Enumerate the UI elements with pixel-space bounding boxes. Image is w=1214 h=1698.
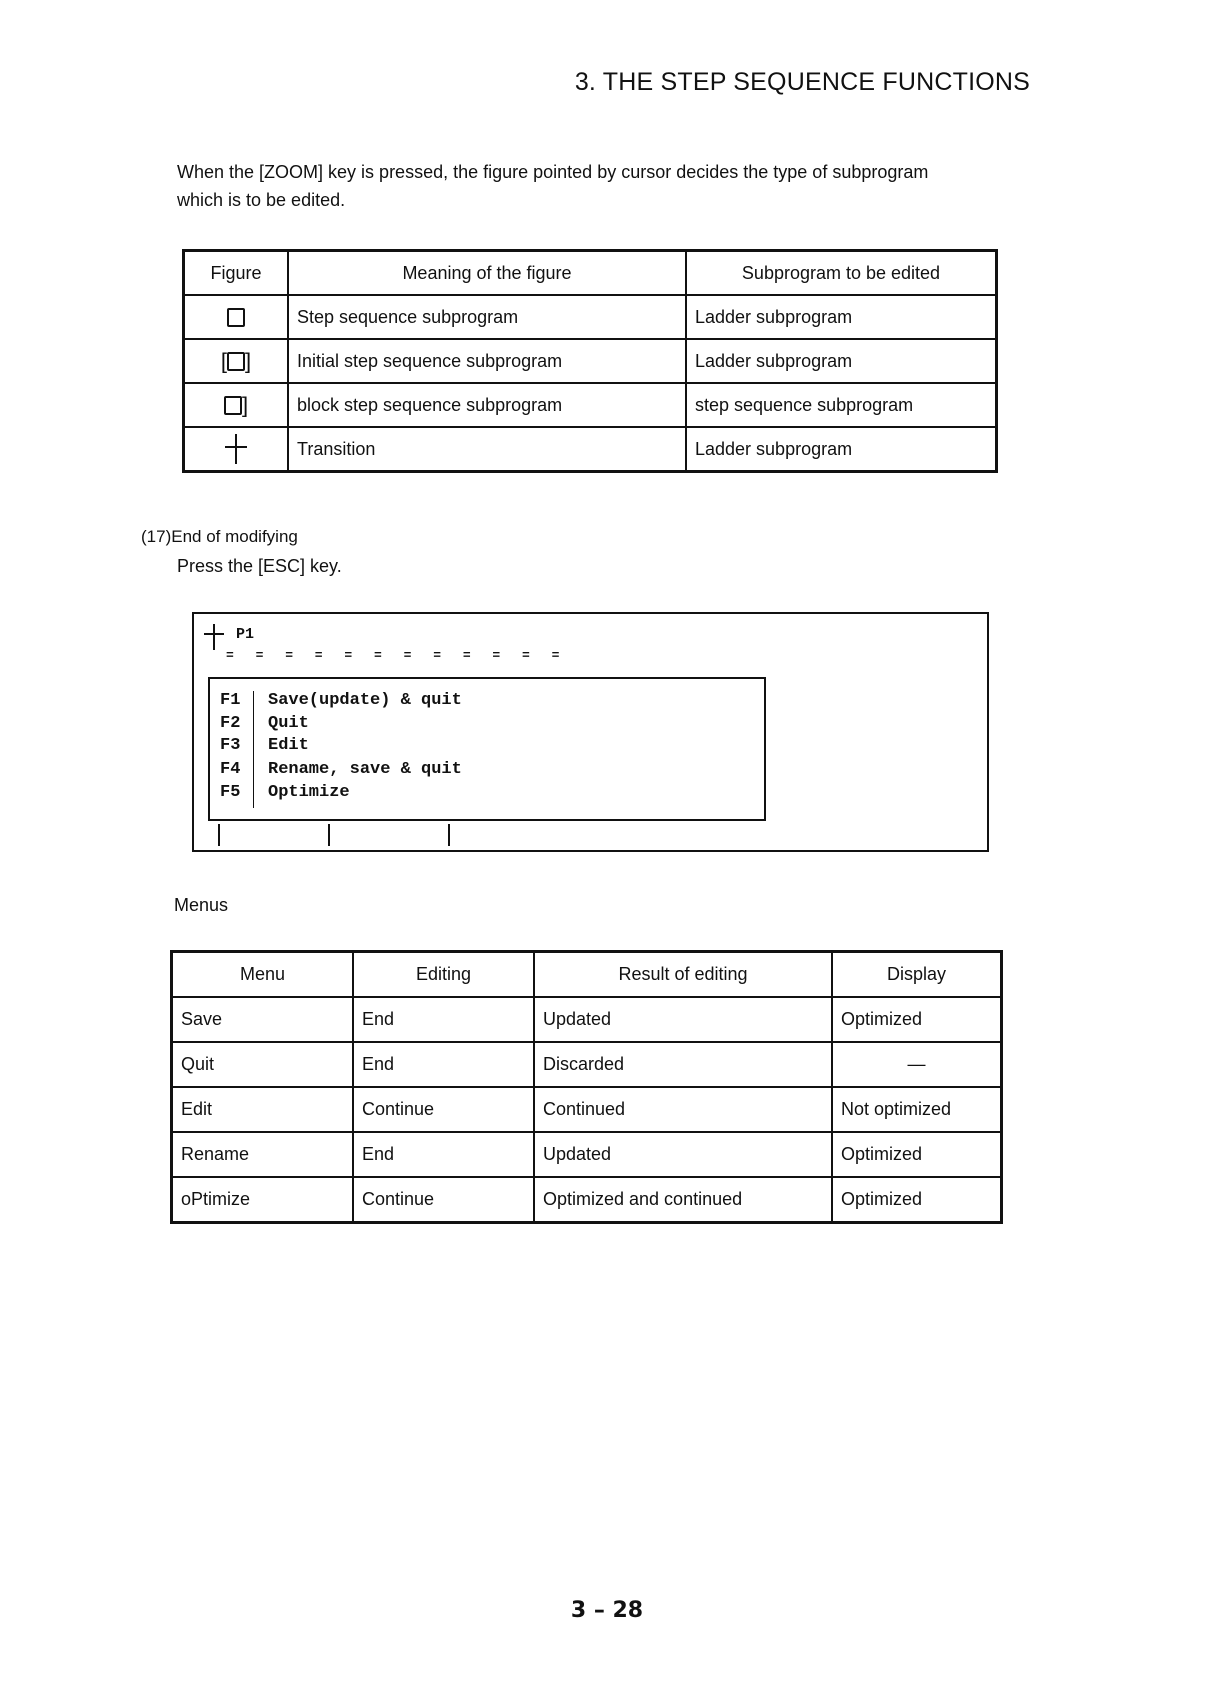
menu-cell: Rename bbox=[172, 1132, 354, 1177]
function-key: F3 bbox=[220, 736, 241, 755]
column-header: Meaning of the figure bbox=[288, 251, 686, 296]
menu-cell: Save bbox=[172, 997, 354, 1042]
function-key: F4 bbox=[220, 760, 241, 779]
menu-divider bbox=[253, 691, 254, 808]
editing-cell: End bbox=[353, 1042, 534, 1087]
result-cell: Discarded bbox=[534, 1042, 832, 1087]
display-cell: Optimized bbox=[832, 1132, 1002, 1177]
subprogram-cell: Ladder subprogram bbox=[686, 339, 997, 383]
display-cell: Not optimized bbox=[832, 1087, 1002, 1132]
display-cell: Optimized bbox=[832, 1177, 1002, 1223]
column-header: Editing bbox=[353, 952, 534, 998]
figure-cell bbox=[184, 339, 289, 383]
menu-cell: Quit bbox=[172, 1042, 354, 1087]
table-row bbox=[172, 1177, 1002, 1223]
editing-cell: End bbox=[353, 1132, 534, 1177]
intro-line-1: When the [ZOOM] key is pressed, the figure pointed by cursor decides the type of subprogram bbox=[177, 162, 929, 182]
function-key: F1 bbox=[220, 691, 241, 710]
section-instruction: Press the [ESC] key. bbox=[177, 556, 342, 576]
intro-line-2: which is to be edited. bbox=[177, 190, 346, 210]
table-row bbox=[172, 1132, 1002, 1177]
table-row bbox=[184, 427, 997, 472]
separator-dashes: = = = = = = = = = = = = bbox=[226, 648, 567, 663]
result-cell: Optimized and continued bbox=[534, 1177, 832, 1223]
figure-cell bbox=[184, 427, 289, 472]
menus-table bbox=[170, 950, 1003, 1224]
connector-tick bbox=[218, 824, 220, 846]
menu-cell: Edit bbox=[172, 1087, 354, 1132]
meaning-cell: block step sequence subprogram bbox=[288, 383, 686, 427]
transition-cross-icon bbox=[204, 624, 224, 650]
function-key-menu bbox=[208, 677, 766, 821]
table-row bbox=[184, 383, 997, 427]
column-header: Menu bbox=[172, 952, 354, 998]
display-cell: — bbox=[832, 1042, 1002, 1087]
menu-item-label: Edit bbox=[268, 736, 309, 755]
subprogram-cell: Ladder subprogram bbox=[686, 427, 997, 472]
meaning-cell: Initial step sequence subprogram bbox=[288, 339, 686, 383]
table-header-row bbox=[184, 251, 997, 296]
terminal-screen bbox=[192, 612, 989, 852]
function-key: F2 bbox=[220, 714, 241, 733]
program-name: P1 bbox=[236, 626, 255, 643]
meaning-cell: Transition bbox=[288, 427, 686, 472]
menus-label: Menus bbox=[174, 895, 229, 915]
page-title: 3. THE STEP SEQUENCE FUNCTIONS bbox=[574, 68, 1030, 96]
column-header: Display bbox=[832, 952, 1002, 998]
table-row bbox=[184, 295, 997, 339]
column-header: Result of editing bbox=[534, 952, 832, 998]
result-cell: Continued bbox=[534, 1087, 832, 1132]
subprogram-cell: Ladder subprogram bbox=[686, 295, 997, 339]
table-header-row bbox=[172, 952, 1002, 998]
step-box-icon bbox=[227, 308, 245, 327]
initial-step-box-icon: [ ] bbox=[220, 348, 252, 373]
menu-item-label: Quit bbox=[268, 714, 309, 733]
column-header: Figure bbox=[184, 251, 289, 296]
block-step-box-icon: ] bbox=[224, 394, 248, 414]
result-cell: Updated bbox=[534, 1132, 832, 1177]
figure-table bbox=[182, 249, 998, 473]
connector-tick bbox=[328, 824, 330, 846]
menu-item-label: Rename, save & quit bbox=[268, 760, 462, 779]
menu-cell: oPtimize bbox=[172, 1177, 354, 1223]
table-row bbox=[184, 339, 997, 383]
table-row bbox=[172, 1087, 1002, 1132]
result-cell: Updated bbox=[534, 997, 832, 1042]
meaning-cell: Step sequence subprogram bbox=[288, 295, 686, 339]
menu-item-label: Save(update) & quit bbox=[268, 691, 462, 710]
editing-cell: Continue bbox=[353, 1087, 534, 1132]
section-heading: (17)End of modifying bbox=[141, 527, 298, 546]
editing-cell: End bbox=[353, 997, 534, 1042]
function-key: F5 bbox=[220, 783, 241, 802]
page-number: 3 – 28 bbox=[570, 1598, 644, 1623]
subprogram-cell: step sequence subprogram bbox=[686, 383, 997, 427]
connector-tick bbox=[448, 824, 450, 846]
display-cell: Optimized bbox=[832, 997, 1002, 1042]
menu-item-label: Optimize bbox=[268, 783, 350, 802]
column-header: Subprogram to be edited bbox=[686, 251, 997, 296]
table-row bbox=[172, 1042, 1002, 1087]
figure-cell bbox=[184, 295, 289, 339]
editing-cell: Continue bbox=[353, 1177, 534, 1223]
figure-cell bbox=[184, 383, 289, 427]
transition-cross-icon bbox=[225, 434, 247, 464]
table-row bbox=[172, 997, 1002, 1042]
